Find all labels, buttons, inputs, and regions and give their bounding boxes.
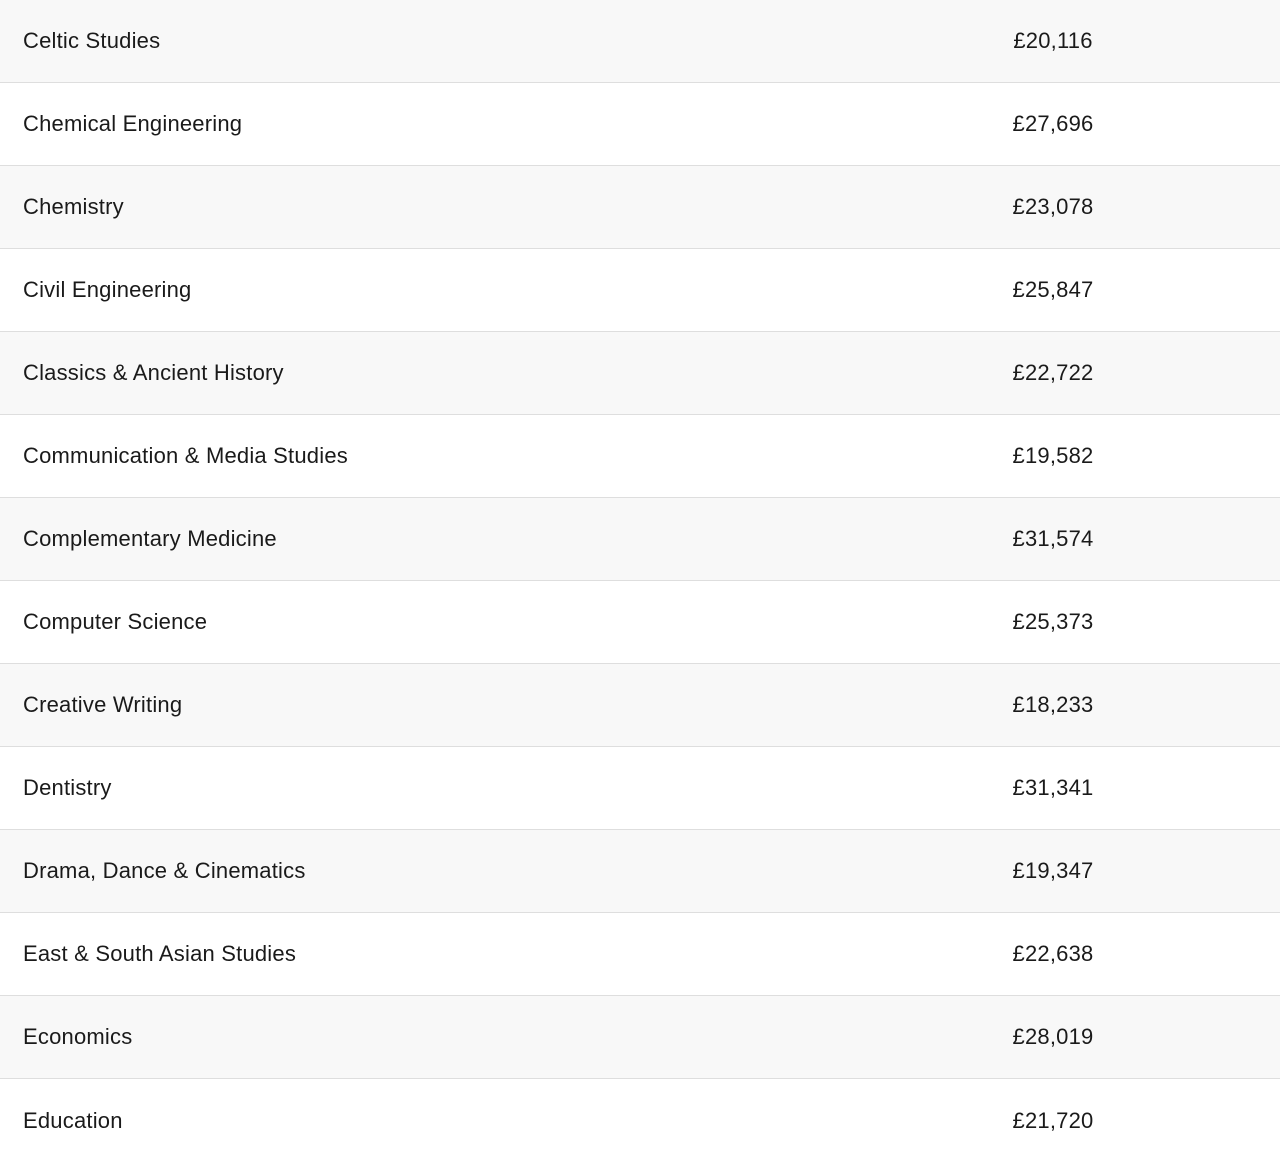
table-row xyxy=(0,83,1280,166)
table-row xyxy=(0,664,1280,747)
salary-cell: £25,847 xyxy=(1012,277,1094,302)
salary-cell: £28,019 xyxy=(1012,1024,1094,1049)
salary-cell: £18,233 xyxy=(1012,692,1094,717)
table-row xyxy=(0,830,1280,913)
subject-cell: Complementary Medicine xyxy=(23,526,277,551)
salary-cell: £31,341 xyxy=(1012,775,1094,800)
subject-cell: Computer Science xyxy=(23,609,208,634)
subject-cell: Creative Writing xyxy=(23,692,183,717)
subject-cell: Dentistry xyxy=(23,775,112,800)
salary-cell: £19,582 xyxy=(1012,443,1094,468)
salary-cell: £22,638 xyxy=(1012,941,1094,966)
salary-cell: £27,696 xyxy=(1012,111,1094,136)
salary-cell: £22,722 xyxy=(1012,360,1094,385)
table-row xyxy=(0,1079,1280,1163)
subject-cell: Celtic Studies xyxy=(23,28,161,53)
salary-cell: £25,373 xyxy=(1012,609,1094,634)
subject-cell: Communication & Media Studies xyxy=(23,443,348,468)
table-row xyxy=(0,581,1280,664)
subject-cell: Drama, Dance & Cinematics xyxy=(23,858,306,883)
subject-cell: East & South Asian Studies xyxy=(23,941,297,966)
table-row xyxy=(0,0,1280,83)
salary-cell: £19,347 xyxy=(1012,858,1094,883)
subject-cell: Chemical Engineering xyxy=(23,111,243,136)
table-row xyxy=(0,747,1280,830)
table-row xyxy=(0,415,1280,498)
table-row xyxy=(0,166,1280,249)
table-row xyxy=(0,249,1280,332)
salary-cell: £23,078 xyxy=(1012,194,1094,219)
table-row xyxy=(0,498,1280,581)
subject-cell: Economics xyxy=(23,1024,133,1049)
salary-cell: £31,574 xyxy=(1012,526,1094,551)
table-row xyxy=(0,996,1280,1079)
salary-cell: £21,720 xyxy=(1012,1108,1094,1133)
subject-cell: Civil Engineering xyxy=(23,277,192,302)
salary-cell: £20,116 xyxy=(1013,28,1093,53)
subject-cell: Education xyxy=(23,1108,123,1133)
table-row xyxy=(0,913,1280,996)
table-row xyxy=(0,332,1280,415)
subject-cell: Classics & Ancient History xyxy=(23,360,284,385)
subject-cell: Chemistry xyxy=(23,194,124,219)
